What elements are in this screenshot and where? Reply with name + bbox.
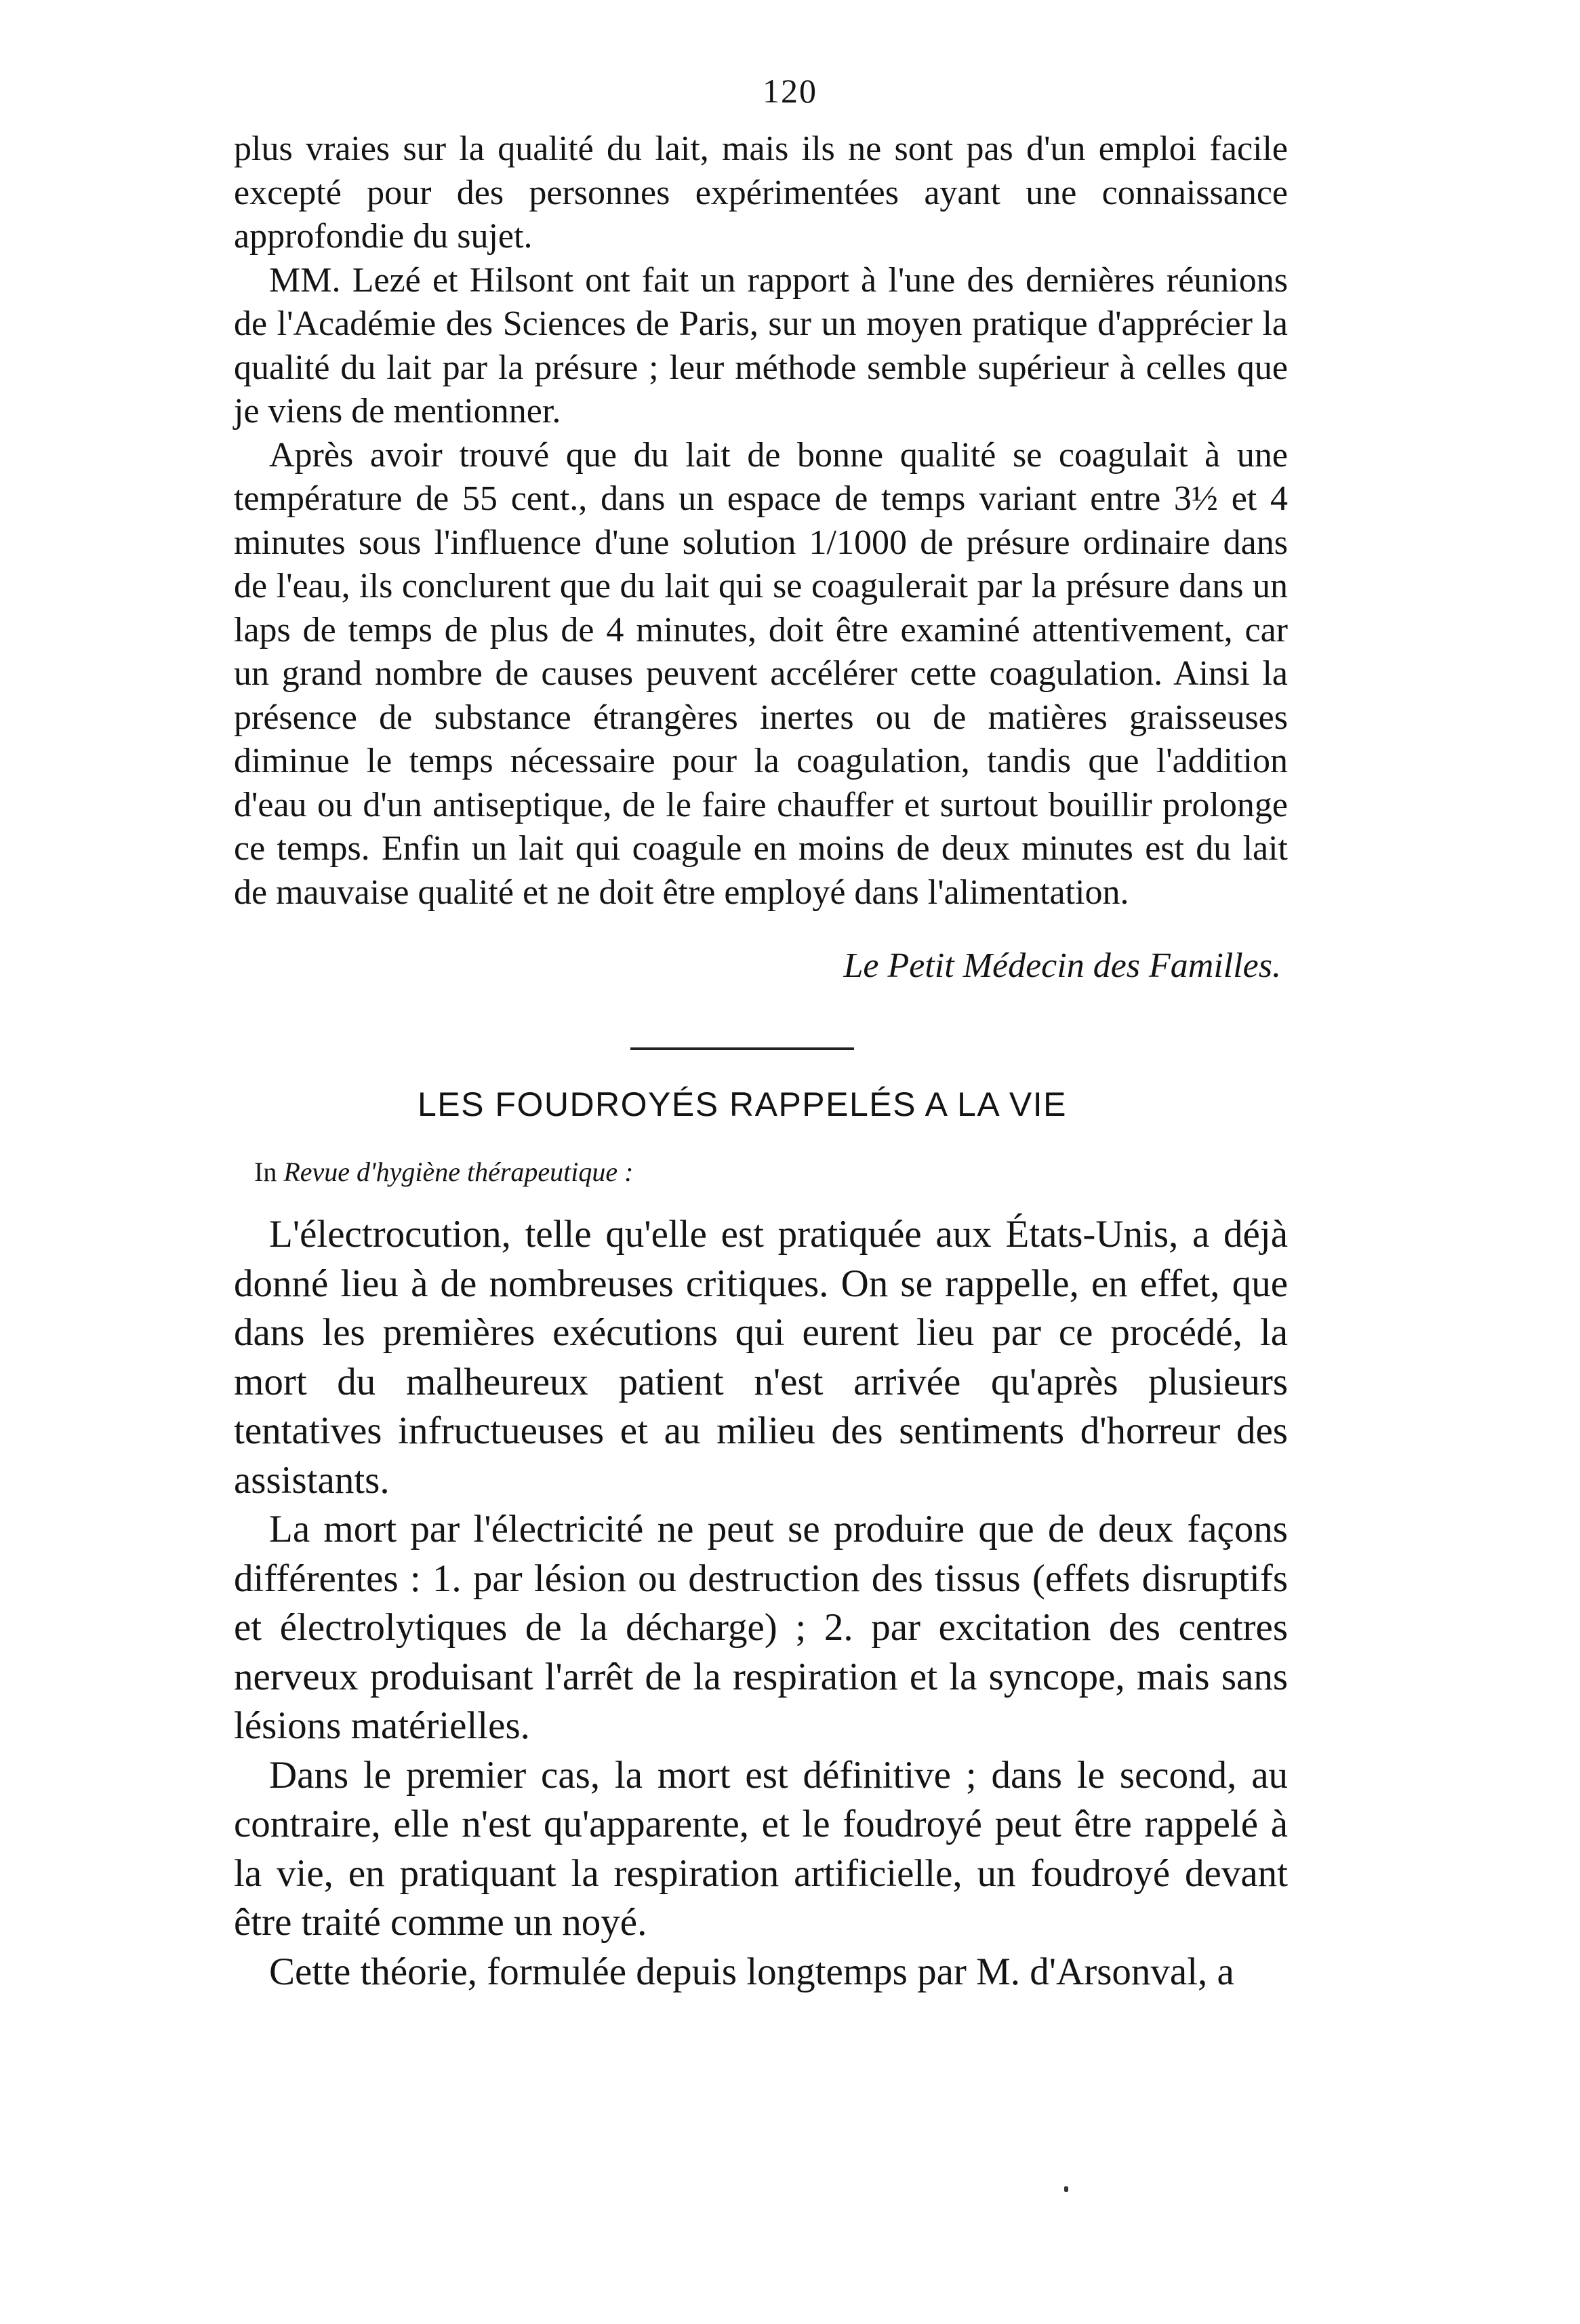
section-divider — [630, 1047, 854, 1050]
paragraph: plus vraies sur la qualité du lait, mais ils ne sont pas d'un emploi facile excepté pour des personnes expérimentées ayant une connaissance approfondie du sujet. — [234, 129, 1288, 256]
paragraph: La mort par l'électricité ne peut se produire que de deux façons différentes : 1. par lésion ou destruction des tissus (effets disruptifs et électrolytiques de la décharge) ; 2. par excitation des centres nerveux produisant l'arrêt de la respiration et la syncope, mais sans lésions matérielles. — [234, 1508, 1288, 1747]
page-number: 120 — [763, 72, 817, 110]
article-1-signature: Le Petit Médecin des Familles. — [843, 946, 1281, 985]
paragraph: L'électrocution, telle qu'elle est pratiquée aux États-Unis, a déjà donné lieu à de nombreuses critiques. On se rappelle, en effet, que dans les premières exécutions qui eurent lieu par ce procédé, la mort du malheureux patient n'est arrivée qu'après plusieurs tentatives infructueuses et au milieu des sentiments d'horreur des assistants. — [234, 1213, 1288, 1502]
source-prefix: In — [254, 1157, 277, 1187]
article-2-title: LES FOUDROYÉS RAPPELÉS A LA VIE — [418, 1085, 1067, 1123]
paragraph: Dans le premier cas, la mort est définitive ; dans le second, au contraire, elle n'est qu'apparente, et le foudroyé peut être rappelé à la vie, en pratiquant la respiration artificielle, un foudroyé devant être traité comme un noyé. — [234, 1753, 1288, 1944]
paragraph: Après avoir trouvé que du lait de bonne qualité se coagulait à une température de 55 cent., dans un espace de temps variant entre 3½ et 4 minutes sous l'influence d'une solution 1/1000 de présure ordinaire dans de l'eau, ils conclurent que du lait qui se coagulerait par la présure dans un laps de temps de plus de 4 minutes, doit être examiné attentivement, car un grand nombre de causes peuvent accélérer cette coagulation. Ainsi la présence de substance étrangères inertes ou de matières graisseuses diminue le temps nécessaire pour la coagulation, tandis que l'addition d'eau ou d'un antiseptique, de le faire chauffer et surtout bouillir prolonge ce temps. Enfin un lait qui coagule en moins de deux minutes est du lait de mauvaise qualité et ne doit être employé dans l'alimentation. — [234, 435, 1288, 912]
source-title: Revue d'hygiène thérapeutique : — [283, 1157, 634, 1187]
article-2-body — [234, 1210, 1288, 1997]
article-2-source — [254, 1156, 633, 1188]
ink-speck — [1064, 2186, 1068, 2192]
article-1-body — [234, 127, 1288, 915]
paragraph: Cette théorie, formulée depuis longtemps par M. d'Arsonval, a — [269, 1950, 1234, 1993]
paragraph: MM. Lezé et Hilsont ont fait un rapport à l'une des dernières réunions de l'Académie des Sciences de Paris, sur un moyen pratique d'apprécier la qualité du lait par la présure ; leur méthode semble supérieur à celles que je viens de mentionner. — [234, 260, 1288, 430]
